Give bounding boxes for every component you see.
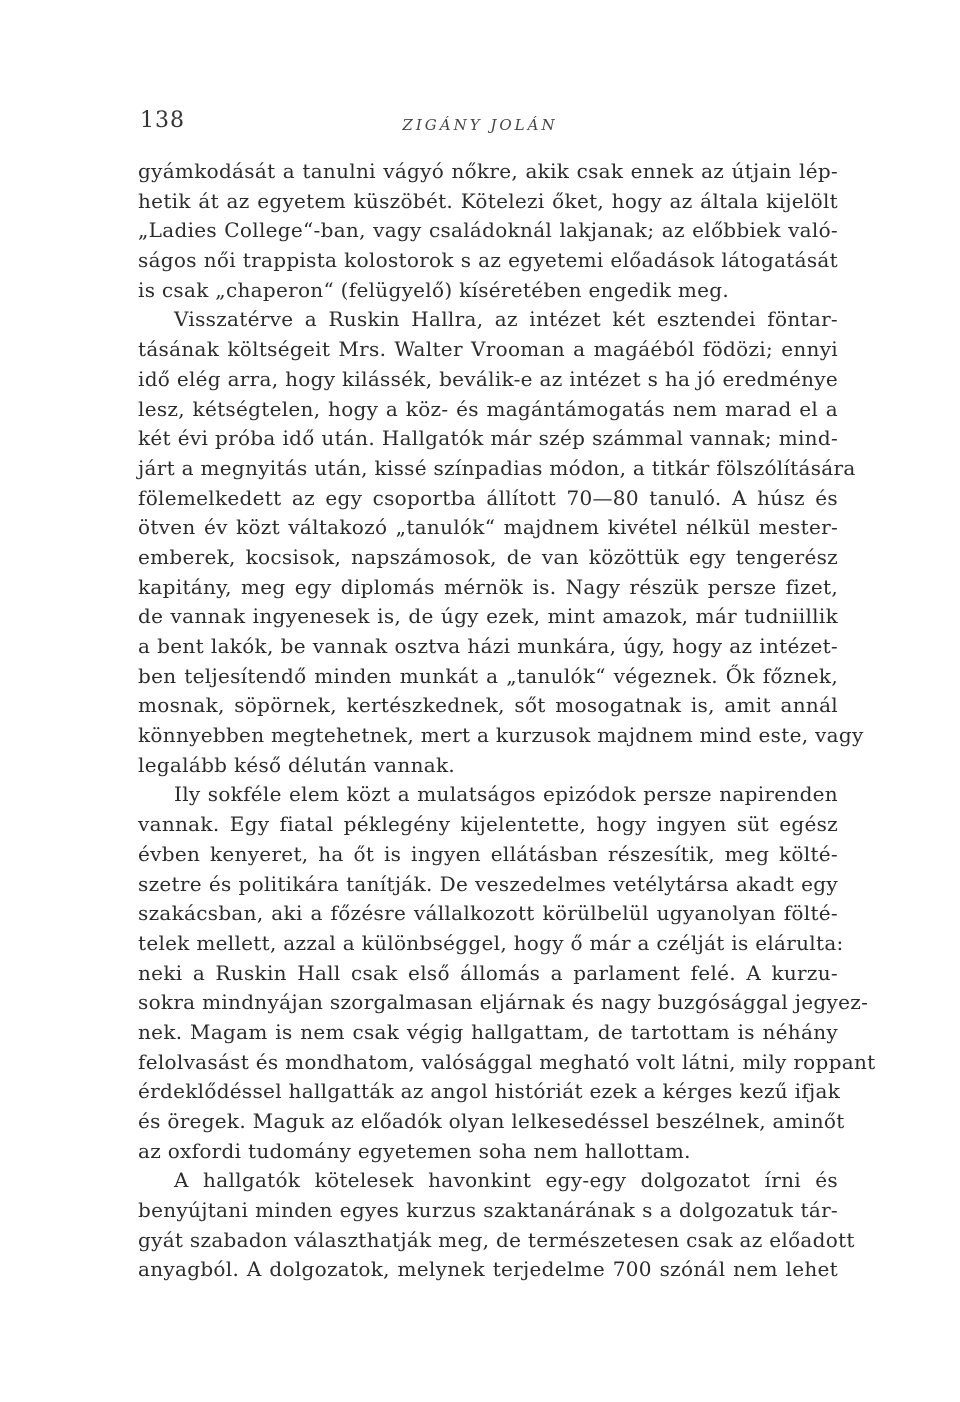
body-text bbox=[138, 157, 876, 1285]
text-line: gyát szabadon választhatják meg, de természetesen csak az előadott bbox=[138, 1227, 855, 1252]
text-line: idő elég arra, hogy kilássék, beválik-e az intézet s ha jó eredménye bbox=[138, 366, 838, 391]
text-line: neki a Ruskin Hall csak első állomás a parlament felé. A kurzu- bbox=[138, 960, 838, 985]
text-line: ben teljesítendő minden munkát a „tanulók“ végeznek. Ők főznek, bbox=[138, 663, 838, 688]
text-line: évben kenyeret, ha őt is ingyen ellátásban részesítik, meg költé- bbox=[138, 841, 838, 866]
text-line: az oxfordi tudomány egyetemen soha nem hallottam. bbox=[138, 1138, 691, 1163]
text-line: és öregek. Maguk az előadók olyan lelkesedéssel beszélnek, aminőt bbox=[138, 1109, 845, 1133]
text-line: felolvasást és mondhatom, valósággal megható volt látni, mily roppant bbox=[138, 1049, 876, 1074]
text-line: kapitány, meg egy diplomás mérnök is. Nagy részük persze fizet, bbox=[138, 574, 838, 599]
text-line: A hallgatók kötelesek havonkint egy-egy dolgozatot írni és bbox=[174, 1168, 838, 1193]
text-line: emberek, kocsisok, napszámosok, de van közöttük egy tengerész bbox=[138, 544, 838, 569]
text-line: „Ladies College“-ban, vagy családoknál lakjanak; az előbbiek való- bbox=[138, 218, 838, 243]
text-line: ötven év közt váltakozó „tanulók“ majdnem kivétel nélkül mester- bbox=[138, 515, 838, 540]
text-line: Ily sokféle elem közt a mulatságos epizódok persze napirenden bbox=[174, 782, 838, 807]
text-line: szetre és politikára tanítják. De veszedelmes vetélytársa akadt egy bbox=[138, 871, 838, 896]
text-line: anyagból. A dolgozatok, melynek terjedelme 700 szónál nem lehet bbox=[138, 1257, 838, 1282]
text-line: lesz, kétségtelen, hogy a köz- és magántámogatás nem marad el a bbox=[138, 396, 838, 421]
text-line: fölemelkedett az egy csoportba állított 70—80 tanuló. A húsz és bbox=[138, 485, 838, 510]
text-line: Visszatérve a Ruskin Hallra, az intézet két esztendei föntar- bbox=[174, 307, 838, 332]
running-head: ZIGÁNY JOLÁN bbox=[402, 116, 558, 134]
text-line: sokra mindnyájan szorgalmasan eljárnak és nagy buzgósággal jegyez- bbox=[138, 990, 869, 1015]
text-line: benyújtani minden egyes kurzus szaktanárának s a dolgozatuk tár- bbox=[138, 1198, 838, 1223]
text-line: hetik át az egyetem küszöbét. Kötelezi őket, hogy az általa kijelölt bbox=[138, 188, 838, 213]
text-line: legalább késő délután vannak. bbox=[138, 752, 456, 777]
text-line: tásának költségeit Mrs. Walter Vrooman a magáéból födözi; ennyi bbox=[138, 337, 838, 362]
text-line: gyámkodását a tanulni vágyó nőkre, akik csak ennek az útjain lép- bbox=[138, 159, 838, 183]
page-number: 138 bbox=[140, 108, 185, 133]
text-line: szakácsban, aki a főzésre vállalkozott körülbelül ugyanolyan fölté- bbox=[138, 901, 838, 926]
text-line: a bent lakók, be vannak osztva házi munkára, úgy, hogy az intézet- bbox=[138, 634, 838, 658]
text-line: két évi próba idő után. Hallgatók már szép számmal vannak; mind- bbox=[138, 426, 838, 451]
text-line: is csak „chaperon“ (felügyelő) kíséretében engedik meg. bbox=[138, 277, 730, 302]
text-line: könnyebben megtehetnek, mert a kurzusok majdnem mind este, vagy bbox=[138, 723, 864, 748]
text-line: mosnak, söpörnek, kertészkednek, sőt mosogatnak is, amit annál bbox=[138, 693, 838, 718]
text-line: járt a megnyitás után, kissé színpadias módon, a titkár fölszólítására bbox=[138, 455, 856, 480]
text-line: telek mellett, azzal a különbséggel, hogy ő már a czélját is elárulta: bbox=[138, 930, 844, 955]
text-line: érdeklődéssel hallgatták az angol históriát ezek a kérges kezű ifjak bbox=[138, 1079, 841, 1104]
text-line: de vannak ingyenesek is, de úgy ezek, mint amazok, már tudniillik bbox=[138, 604, 838, 629]
text-line: vannak. Egy fiatal péklegény kijelentette, hogy ingyen süt egész bbox=[138, 812, 838, 837]
text-line: nek. Magam is nem csak végig hallgattam, de tartottam is néhány bbox=[138, 1019, 838, 1044]
text-line: ságos női trappista kolostorok s az egyetemi előadások látogatását bbox=[138, 248, 838, 273]
